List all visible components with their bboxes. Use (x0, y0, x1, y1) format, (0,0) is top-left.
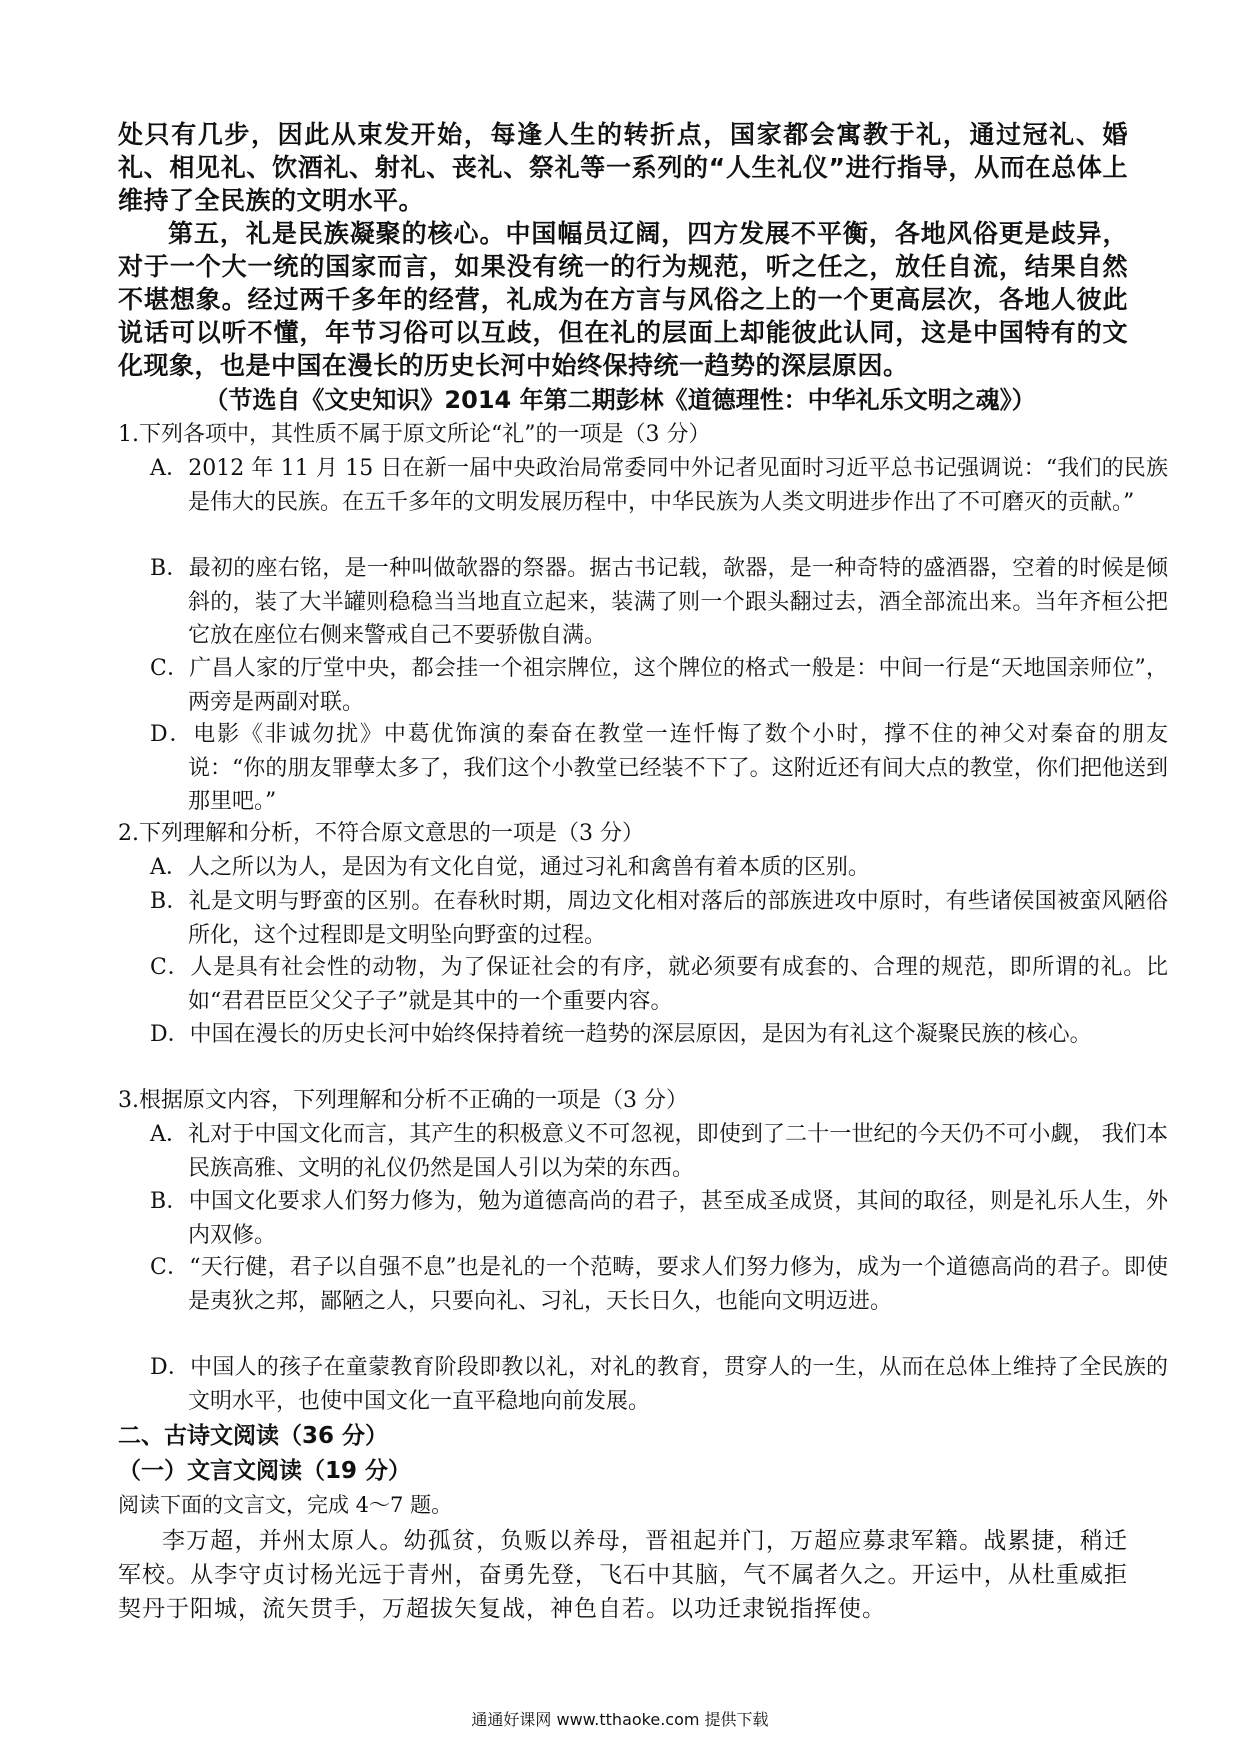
question-2-option-a: A．人之所以为人，是因为有文化自觉，通过习礼和禽兽有着本质的区别。 (150, 855, 870, 880)
question-3-option-b: B．中国文化要求人们努力修为，勉为道德高尚的君子，甚至成圣成贤，其间的取径，则是礼乐人生，外内双修。 (150, 1189, 1168, 1248)
question-2-option-b: B．礼是文明与野蛮的区别。在春秋时期，周边文化相对落后的部族进攻中原时，有些诸侯国被蛮风陋俗所化，这个过程即是文明坠向野蛮的过程。 (150, 889, 1168, 948)
question-1-stem: 1.下列各项中，其性质不属于原文所论“礼”的一项是（3 分） (118, 422, 711, 447)
footer-text: 通通好课网 www.tthaoke.com 提供下载 (471, 1710, 769, 1729)
question-1-option-b: B．最初的座右铭，是一种叫做欹器的祭器。据古书记载，欹器，是一种奇特的盛酒器，空着的时候是倾斜的，装了大半罐则稳稳当当地直立起来，装满了则一个跟头翻过去，酒全部流出来。当年齐桓公把它放在座位右侧来警戒自己不要骄傲自满。 (150, 556, 1168, 648)
question-2-stem: 2.下列理解和分析，不符合原文意思的一项是（3 分） (118, 821, 644, 846)
passage-paragraph-fifth: 第五，礼是民族凝聚的核心。中国幅员辽阔，四方发展不平衡，各地风俗更是歧异，对于一个大一统的国家而言，如果没有统一的行为规范，听之任之，放任自流，结果自然不堪想象。经过两千多年的经营，礼成为在方言与风俗之上的一个更高层次，各地人彼此说话可以听不懂，年节习俗可以互歧，但在礼的层面上却能彼此认同，这是中国特有的文化现象，也是中国在漫长的历史长河中始终保持统一趋势的深层原因。 (118, 219, 1128, 380)
question-1-option-a: A．2012 年 11 月 15 日在新一届中央政治局常委同中外记者见面时习近平总书记强调说：“我们的民族是伟大的民族。在五千多年的文明发展历程中，中华民族为人类文明进步作出了不可磨灭的贡献。” (150, 456, 1168, 515)
question-3-option-c: C．“天行健，君子以自强不息”也是礼的一个范畴，要求人们努力修为，成为一个道德高尚的君子。即使是夷狄之邦，鄙陋之人，只要向礼、习礼，天长日久，也能向文明迈进。 (150, 1255, 1168, 1314)
passage-source-citation: （节选自《文史知识》2014 年第二期彭林《道德理性：中华礼乐文明之魂》） (204, 386, 1036, 414)
passage-paragraph-continued: 处只有几步，因此从束发开始，每逢人生的转折点，国家都会寓教于礼，通过冠礼、婚礼、相见礼、饮酒礼、射礼、丧礼、祭礼等一系列的“人生礼仪”进行指导，从而在总体上维持了全民族的文明水平。 (118, 120, 1128, 215)
question-1-option-c: C．广昌人家的厅堂中央，都会挂一个祖宗牌位，这个牌位的格式一般是：中间一行是“天地国亲师位”，两旁是两副对联。 (150, 656, 1168, 715)
reading-instruction: 阅读下面的文言文，完成 4～7 题。 (118, 1493, 453, 1517)
question-3-option-a: A．礼对于中国文化而言，其产生的积极意义不可忽视，即使到了二十一世纪的今天仍不可小觑， 我们本民族高雅、文明的礼仪仍然是国人引以为荣的东西。 (150, 1122, 1168, 1181)
subsection-heading: （一）文言文阅读（19 分） (118, 1458, 412, 1484)
question-3-stem: 3.根据原文内容，下列理解和分析不正确的一项是（3 分） (118, 1088, 688, 1113)
section-heading: 二、古诗文阅读（36 分） (118, 1423, 389, 1449)
classical-text: 李万超，并州太原人。幼孤贫，负贩以养母，晋祖起并门，万超应募隶军籍。战累捷，稍迁军校。从李守贞讨杨光远于青州，奋勇先登，飞石中其脑，气不属者久之。开运中，从杜重威拒契丹于阳城，流矢贯手，万超拔矢复战，神色自若。以功迁隶锐指挥使。 (118, 1528, 1128, 1622)
question-2-option-c: C．人是具有社会性的动物，为了保证社会的有序，就必须要有成套的、合理的规范，即所谓的礼。比如“君君臣臣父父子子”就是其中的一个重要内容。 (150, 955, 1168, 1014)
question-3-option-d: D．中国人的孩子在童蒙教育阶段即教以礼，对礼的教育，贯穿人的一生，从而在总体上维持了全民族的文明水平，也使中国文化一直平稳地向前发展。 (150, 1355, 1168, 1414)
question-2-option-d: D．中国在漫长的历史长河中始终保持着统一趋势的深层原因，是因为有礼这个凝聚民族的核心。 (150, 1022, 1092, 1047)
question-1-option-d: D．电影《非诚勿扰》中葛优饰演的秦奋在教堂一连忏悔了数个小时，撑不住的神父对秦奋的朋友说：“你的朋友罪孽太多了，我们这个小教堂已经装不下了。这附近还有间大点的教堂，你们把他送到那里吧。” (150, 722, 1168, 814)
